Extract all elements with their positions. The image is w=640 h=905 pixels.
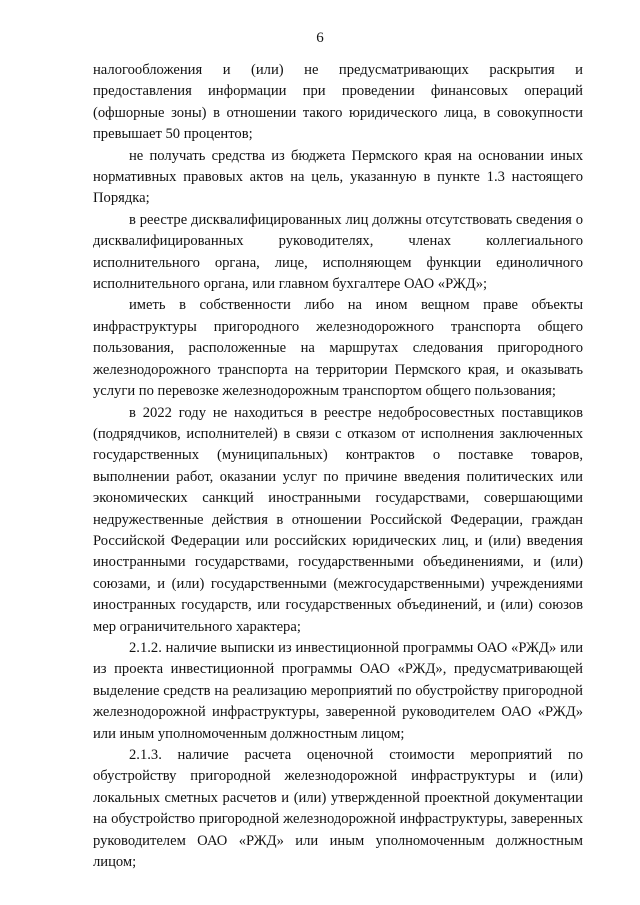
paragraph: не получать средства из бюджета Пермского края на основании иных нормативных правовых актов на цель, указанную в пункте 1.3 настоящего Порядка; [93,147,583,207]
paragraph: в реестре дисквалифицированных лиц должны отсутствовать сведения о дисквалифицированных руководителях, членах коллегиального исполнительного органа, лице, исполняющем функции единоличного исполнительного органа, или главном бухгалтере ОАО «РЖД»; [93,211,583,293]
page-number: 6 [316,30,324,46]
paragraph: иметь в собственности либо на ином вещном праве объекты инфраструктуры пригородного железнодорожного транспорта общего пользования, расположенные на маршрутах следования пригородного железнодорожного транспорта на территории Пермского края, и оказывать услуги по перевозке железнодорожным транспортом общего пользования; [93,297,583,400]
paragraph: налогообложения и (или) не предусматривающих раскрытия и предоставления информации при проведении финансовых операций (офшорные зоны) в отношении такого юридического лица, в совокупности превышает 50 процентов; [93,62,583,143]
paragraph: в 2022 году не находиться в реестре недобросовестных поставщиков (подрядчиков, исполнителей) в связи с отказом от исполнения заключенных государственных (муниципальных) контрактов о поставке товаров, выполнении работ, оказании услуг по причине введения политических или экономических санкций иностранными государствами, совершающими недружественные действия в отношении Российской Федерации, граждан Российской Федерации или российских юридических лиц, и (или) введения иностранными государствами, государственными объединениями, и (или) союзами, и (или) государственными (межгосударственными) учреждениями иностранных государств, или государственных объединений, и (или) союзов мер ограничительного характера; [93,404,583,635]
paragraph: 2.1.3. наличие расчета оценочной стоимости мероприятий по обустройству пригородной железнодорожной инфраструктуры и (или) локальных сметных расчетов и (или) утвержденной проектной документации на обустройство пригородной железнодорожной инфраструктуры, заверенных руководителем ОАО «РЖД» или иным уполномоченным должностным лицом; [93,747,583,871]
document-body [93,60,583,873]
paragraph: 2.1.2. наличие выписки из инвестиционной программы ОАО «РЖД» или из проекта инвестиционной программы ОАО «РЖД», предусматривающей выделение средств на реализацию мероприятий по обустройству пригородной железнодорожной инфраструктуры, заверенной руководителем ОАО «РЖД» или иным уполномоченным должностным лицом; [93,639,583,742]
